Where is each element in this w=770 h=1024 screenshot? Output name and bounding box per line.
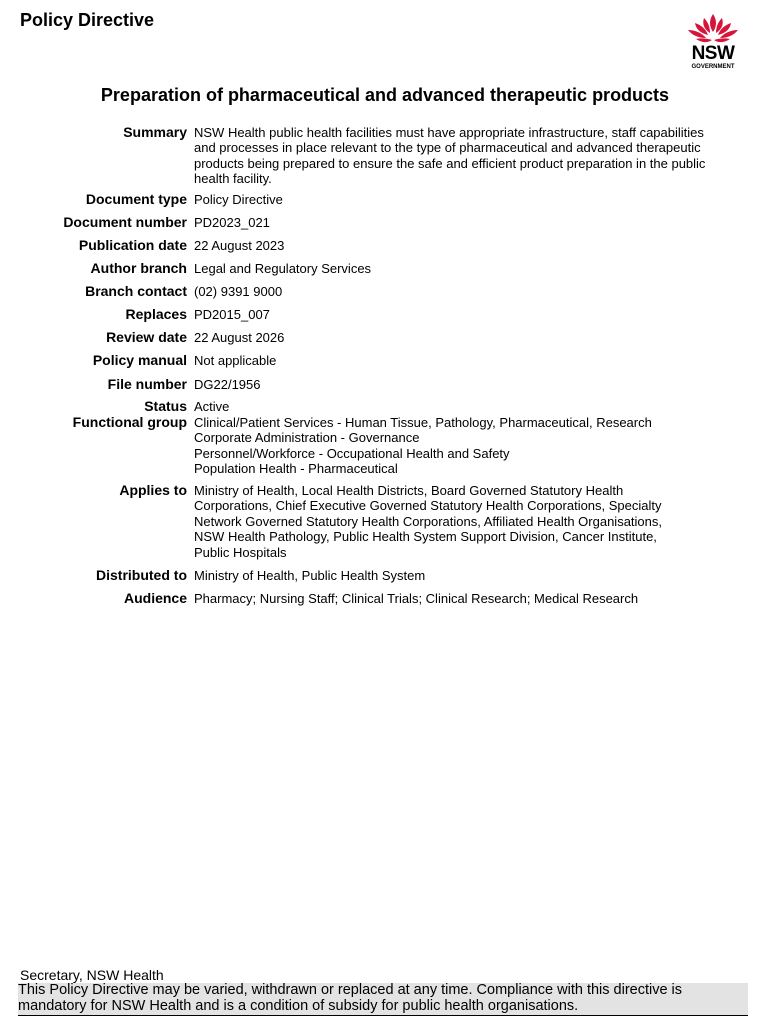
document-type-heading: Policy Directive bbox=[20, 10, 155, 30]
field-value: Pharmacy; Nursing Staff; Clinical Trials; Clinical Research; Medical Research bbox=[194, 591, 639, 606]
field-label: Replaces bbox=[125, 306, 187, 322]
field-value: PD2023_021 bbox=[194, 215, 270, 230]
field-label: Document type bbox=[85, 191, 187, 207]
field-value: Active bbox=[194, 399, 230, 414]
field-label: Review date bbox=[106, 329, 187, 345]
field-label: Distributed to bbox=[96, 567, 187, 583]
field-value: Ministry of Health, Public Health System bbox=[194, 568, 426, 583]
field-value: DG22/1956 bbox=[194, 377, 261, 392]
field-label: Author branch bbox=[90, 260, 187, 276]
field-value: Policy Directive bbox=[194, 192, 283, 207]
field-label: Applies to bbox=[119, 482, 187, 498]
field-label: Audience bbox=[123, 590, 187, 606]
field-value: 22 August 2026 bbox=[194, 330, 285, 345]
field-value: Clinical/Patient Services - Human Tissue, Pathology, Pharmaceutical, Research Corporate Administration - Governance Personnel/Workforce - Occupational Health and Safety Population Health - Pharmaceutical bbox=[194, 415, 652, 477]
document-title: Preparation of pharmaceutical and advanced therapeutic products bbox=[100, 85, 670, 105]
field-label: Functional group bbox=[72, 414, 187, 430]
field-label: Policy manual bbox=[92, 352, 187, 368]
field-value: 22 August 2023 bbox=[194, 238, 285, 253]
field-label: File number bbox=[107, 376, 187, 392]
nsw-government-logo bbox=[684, 12, 742, 74]
field-value: (02) 9391 9000 bbox=[194, 284, 283, 299]
field-value: Not applicable bbox=[194, 353, 277, 368]
logo-wordmark: NSW bbox=[691, 43, 735, 64]
field-label: Branch contact bbox=[85, 283, 187, 299]
secretary-signature-line: Secretary, NSW Health bbox=[20, 967, 164, 983]
field-value: PD2015_007 bbox=[194, 307, 270, 322]
field-value: Legal and Regulatory Services bbox=[194, 261, 372, 276]
compliance-notice: This Policy Directive may be varied, withdrawn or replaced at any time. Compliance with this directive is mandatory for NSW Health and is a condition of subsidy for public health organisations. bbox=[18, 983, 748, 1016]
field-value: Ministry of Health, Local Health Districts, Board Governed Statutory Health Corporations, Chief Executive Governed Statutory Health Corporations, Specialty Network Governed Statutory Health Corporations, Affiliated Health Organisations, NSW Health Pathology, Public Health System Support Division, Cancer Institute, Public Hospitals bbox=[194, 483, 662, 560]
field-label: Document number bbox=[63, 214, 187, 230]
field-label: Publication date bbox=[78, 237, 187, 253]
field-label: Summary bbox=[123, 124, 187, 140]
logo-subtext: GOVERNMENT bbox=[691, 64, 735, 70]
field-value: NSW Health public health facilities must have appropriate infrastructure, staff capabilities and processes in place relevant to the type of pharmaceutical and advanced therapeutic products being prepared to ensure the safe and efficient product preparation in the public health facility. bbox=[194, 125, 706, 187]
field-label: Status bbox=[144, 398, 187, 414]
waratah-flower-icon bbox=[684, 12, 742, 46]
